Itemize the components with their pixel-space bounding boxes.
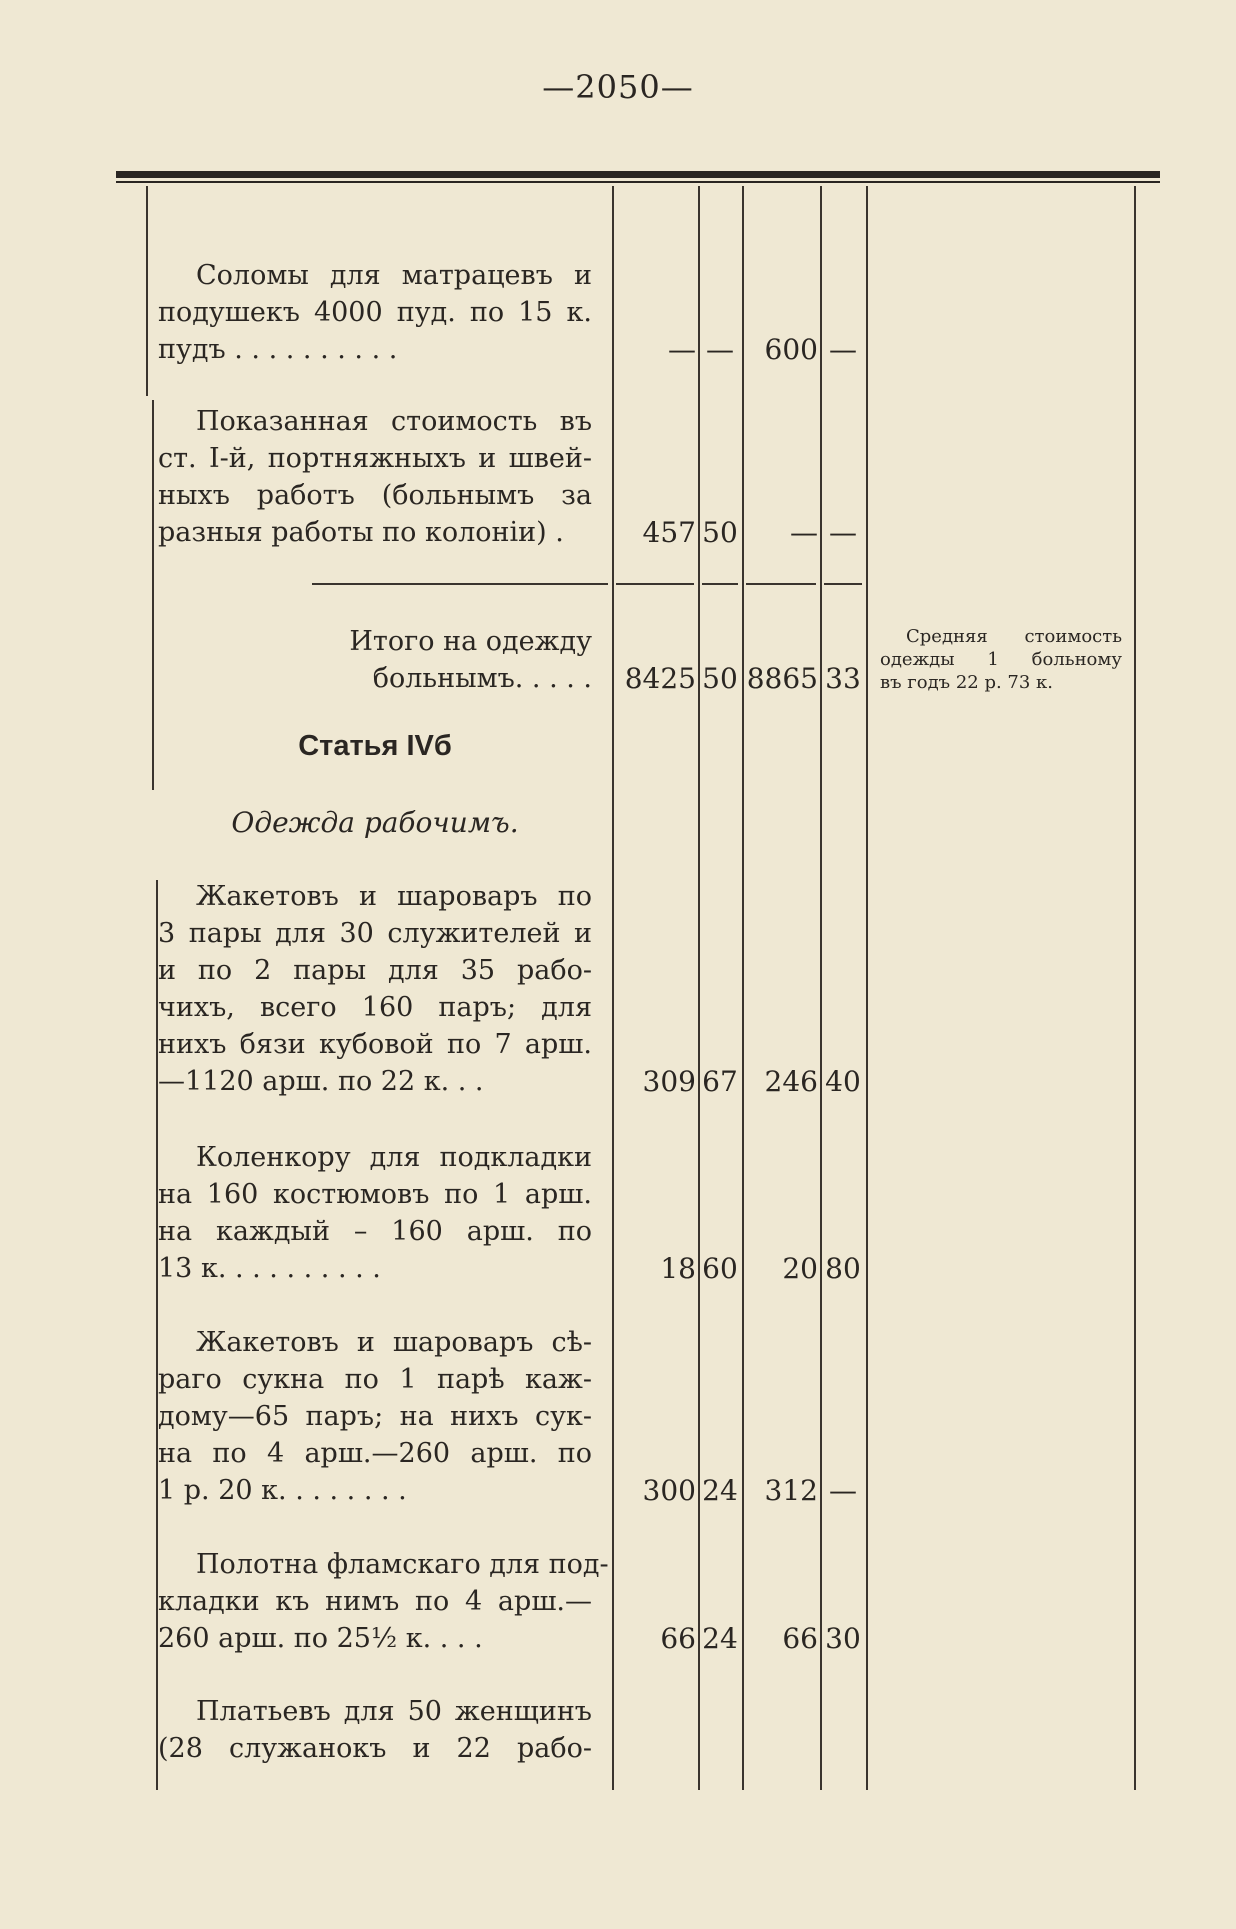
- value-cell: —: [829, 1474, 857, 1507]
- entry-line: кладки къ нимъ по 4 арш.—: [158, 1586, 592, 1617]
- entry-tailoring: [158, 403, 592, 551]
- entry-line: 260 арш. по 25½ к. . . .: [158, 1623, 483, 1654]
- entry-line: —1120 арш. по 22 к. . .: [158, 1066, 484, 1097]
- entry-line: Полотна фламскаго для под-: [196, 1549, 609, 1580]
- entry-line: Платьевъ для 50 женщинъ: [196, 1696, 592, 1727]
- value-cell: 24: [702, 1622, 738, 1655]
- value-cell: 309: [642, 1065, 696, 1098]
- entry-line: Коленкору для подкладки: [196, 1142, 592, 1173]
- page-number: —2050—: [542, 68, 694, 106]
- value-cell: 300: [642, 1474, 696, 1507]
- value-cell: 50: [702, 516, 738, 549]
- entry-line: раго сукна по 1 парѣ каж-: [158, 1364, 592, 1395]
- entry-grey-cloth: [158, 1324, 592, 1509]
- entry-line: Показанная стоимость въ: [196, 406, 592, 437]
- entry-line: на каждый – 160 арш. по: [158, 1216, 592, 1247]
- value-cell: 30: [825, 1622, 861, 1655]
- value-cell: —: [829, 333, 857, 366]
- entry-jackets: [158, 878, 592, 1100]
- value-cell: 246: [764, 1065, 818, 1098]
- value-cell: —: [829, 516, 857, 549]
- entry-line: Жакетовъ и шароваръ сѣ-: [196, 1327, 592, 1358]
- column-rule: [1134, 186, 1136, 1790]
- column-rule: [742, 186, 744, 1790]
- value-cell: 20: [782, 1252, 818, 1285]
- average-cost-note: [880, 625, 1122, 694]
- value-cell: 8425: [624, 662, 696, 695]
- value-cell: 66: [782, 1622, 818, 1655]
- entry-line: и по 2 пары для 35 рабо-: [158, 955, 592, 986]
- entry-line: 1 р. 20 к. . . . . . . .: [158, 1475, 407, 1506]
- subtotal-rule: [312, 583, 608, 585]
- entry-line: на 160 костюмовъ по 1 арш.: [158, 1179, 592, 1210]
- column-rule: [152, 400, 154, 790]
- subtotal-rule: [616, 583, 694, 585]
- value-cell: 67: [702, 1065, 738, 1098]
- entry-line: чихъ, всего 160 паръ; для: [158, 992, 592, 1023]
- entry-line: Соломы для матрацевъ и: [196, 260, 592, 291]
- value-cell: 600: [764, 333, 818, 366]
- section-title: Статья IVб: [298, 730, 452, 762]
- value-cell: 66: [660, 1622, 696, 1655]
- column-rule: [146, 186, 148, 396]
- entry-line: нихъ бязи кубовой по 7 арш.: [158, 1029, 592, 1060]
- value-cell: 312: [764, 1474, 818, 1507]
- entry-dresses: [158, 1693, 592, 1767]
- entry-line: 13 к. . . . . . . . . .: [158, 1253, 381, 1284]
- value-cell: 50: [702, 662, 738, 695]
- note-line: Средняя стоимость: [906, 626, 1122, 647]
- column-rule: [866, 186, 868, 1790]
- entry-line: дому—65 паръ; на нихъ сук-: [158, 1401, 592, 1432]
- entry-linen: [158, 1546, 609, 1657]
- note-line: въ годъ 22 р. 73 к.: [880, 672, 1054, 693]
- entry-line: подушекъ 4000 пуд. по 15 к.: [158, 297, 592, 328]
- value-cell: —: [790, 516, 818, 549]
- value-cell: 18: [660, 1252, 696, 1285]
- column-rule: [612, 186, 614, 1790]
- entry-calico: [158, 1139, 592, 1287]
- value-cell: 40: [825, 1065, 861, 1098]
- value-cell: 60: [702, 1252, 738, 1285]
- entry-line: 3 пары для 30 служителей и: [158, 918, 592, 949]
- note-line: одежды 1 больному: [880, 649, 1122, 670]
- entry-line: больнымъ. . . . .: [372, 663, 592, 694]
- entry-line: Итого на одежду: [349, 626, 592, 657]
- value-cell: 8865: [746, 662, 818, 695]
- entry-line: на по 4 арш.—260 арш. по: [158, 1438, 592, 1469]
- subtotal-rule: [824, 583, 862, 585]
- entry-straw: [158, 257, 592, 368]
- entry-line: ныхъ работъ (больнымъ за: [158, 480, 592, 511]
- top-rule: [116, 171, 1160, 178]
- section-subtitle: Одежда рабочимъ.: [231, 806, 519, 839]
- value-cell: —: [706, 333, 734, 366]
- value-cell: 24: [702, 1474, 738, 1507]
- value-cell: 80: [825, 1252, 861, 1285]
- subtotal-rule: [746, 583, 816, 585]
- top-rule-thin: [116, 181, 1160, 183]
- entry-line: разныя работы по колоніи) .: [158, 517, 564, 548]
- value-cell: 457: [642, 516, 696, 549]
- value-cell: —: [668, 333, 696, 366]
- entry-line: ст. I-й, портняжныхъ и швей-: [158, 443, 592, 474]
- entry-total: [158, 623, 592, 697]
- column-rule: [820, 186, 822, 1790]
- column-rule: [698, 186, 700, 1790]
- subtotal-rule: [702, 583, 738, 585]
- entry-line: пудъ . . . . . . . . . .: [158, 334, 398, 365]
- value-cell: 33: [825, 662, 861, 695]
- entry-line: Жакетовъ и шароваръ по: [196, 881, 592, 912]
- entry-line: (28 служанокъ и 22 рабо-: [158, 1733, 592, 1764]
